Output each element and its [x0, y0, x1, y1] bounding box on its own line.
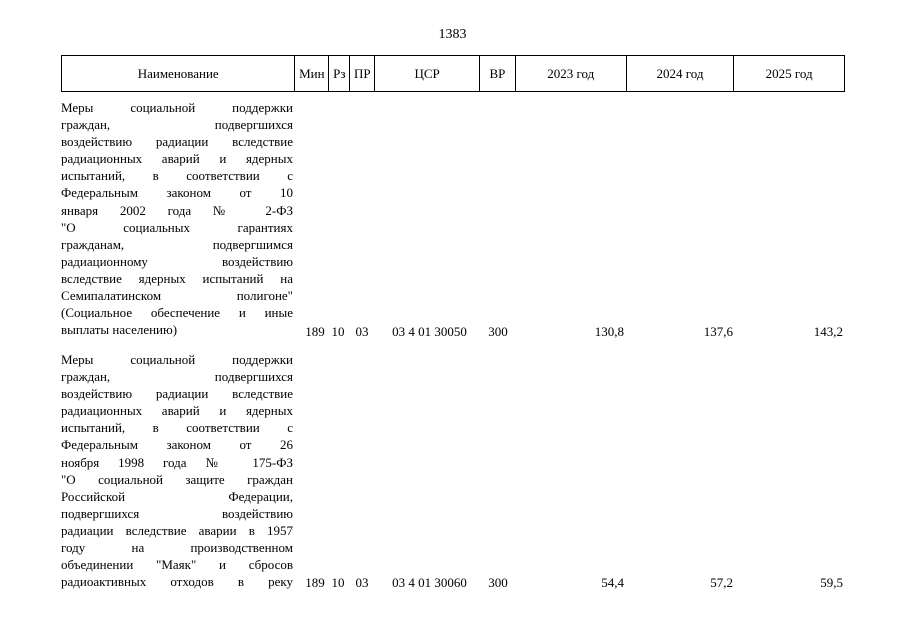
row-name-line: радиационных аварий и ядерных: [61, 151, 293, 167]
row-name-line: подвергшихся воздействию: [61, 505, 293, 521]
row-name-line: объединении "Маяк" и сбросов: [61, 557, 293, 573]
row-name-line: радиационному воздействию: [61, 253, 293, 269]
row-name-line: Семипалатинском полигоне": [61, 288, 293, 304]
row-name-line: радиоактивных отходов в реку: [61, 574, 293, 590]
cell-2023: 130,8: [594, 324, 624, 339]
row-name-line: вследствие ядерных испытаний на: [61, 270, 293, 286]
header-csr: ЦСР: [375, 56, 480, 91]
cell-min: 189: [305, 324, 325, 339]
header-pr: ПР: [350, 56, 375, 91]
row-name-line: гражданам, подвергшимся: [61, 236, 293, 252]
cell-rz: 10: [331, 575, 345, 590]
row-name-line: января 2002 года № 2-ФЗ: [61, 202, 293, 218]
row-name-line: радиации вследствие аварии в 1957: [61, 522, 293, 538]
row-name-line: Федеральным законом от 26: [61, 437, 293, 453]
row-name-line: граждан, подвергшихся: [61, 117, 293, 133]
cell-csr: 03 4 01 30060: [392, 575, 467, 590]
cell-2025: 59,5: [820, 575, 843, 590]
row-name-line: "О социальной защите граждан: [61, 471, 293, 487]
table-header: [61, 55, 845, 92]
row-name-line: воздействию радиации вследствие: [61, 386, 293, 402]
cell-2024: 137,6: [703, 324, 733, 339]
cell-pr: 03: [355, 324, 369, 339]
row-name-line: "О социальных гарантиях: [61, 219, 293, 235]
header-rz: Рз: [329, 56, 350, 91]
row-name-line: ноября 1998 года № 175-ФЗ: [61, 454, 293, 470]
row-name-line: году на производственном: [61, 540, 293, 556]
cell-2024: 57,2: [710, 575, 733, 590]
row-name-line: Меры социальной поддержки: [61, 100, 293, 115]
row-name: [61, 99, 293, 338]
cell-vr: 300: [488, 575, 508, 590]
row-name: [61, 351, 293, 590]
row-name-line: граждан, подвергшихся: [61, 369, 293, 385]
row-name-line: Федеральным законом от 10: [61, 185, 293, 201]
row-name-line: испытаний, в соответствии с: [61, 168, 293, 184]
row-name-line: радиационных аварий и ядерных: [61, 403, 293, 419]
header-2025: 2025 год: [765, 65, 813, 81]
row-name-line: (Социальное обеспечение и иные: [61, 305, 293, 321]
row-name-line: воздействию радиации вследствие: [61, 134, 293, 150]
row-name-line: выплаты населению): [61, 322, 178, 338]
header-2023: 2023 год: [516, 56, 627, 91]
page-number: 1383: [438, 27, 467, 42]
header-vr: ВР: [480, 56, 516, 91]
cell-rz: 10: [331, 324, 345, 339]
row-name-line: Российской Федерации,: [61, 488, 293, 504]
row-name-line: испытаний, в соответствии с: [61, 420, 293, 436]
header-name: Наименование: [62, 56, 295, 91]
header-2024: 2024 год: [627, 56, 735, 91]
header-min: Мин: [295, 56, 329, 91]
row-name-line: Меры социальной поддержки: [61, 352, 293, 367]
cell-2023: 54,4: [601, 575, 624, 590]
cell-2025: 143,2: [813, 324, 843, 339]
cell-min: 189: [305, 575, 325, 590]
cell-vr: 300: [488, 324, 508, 339]
cell-pr: 03: [355, 575, 369, 590]
cell-csr: 03 4 01 30050: [392, 324, 467, 339]
